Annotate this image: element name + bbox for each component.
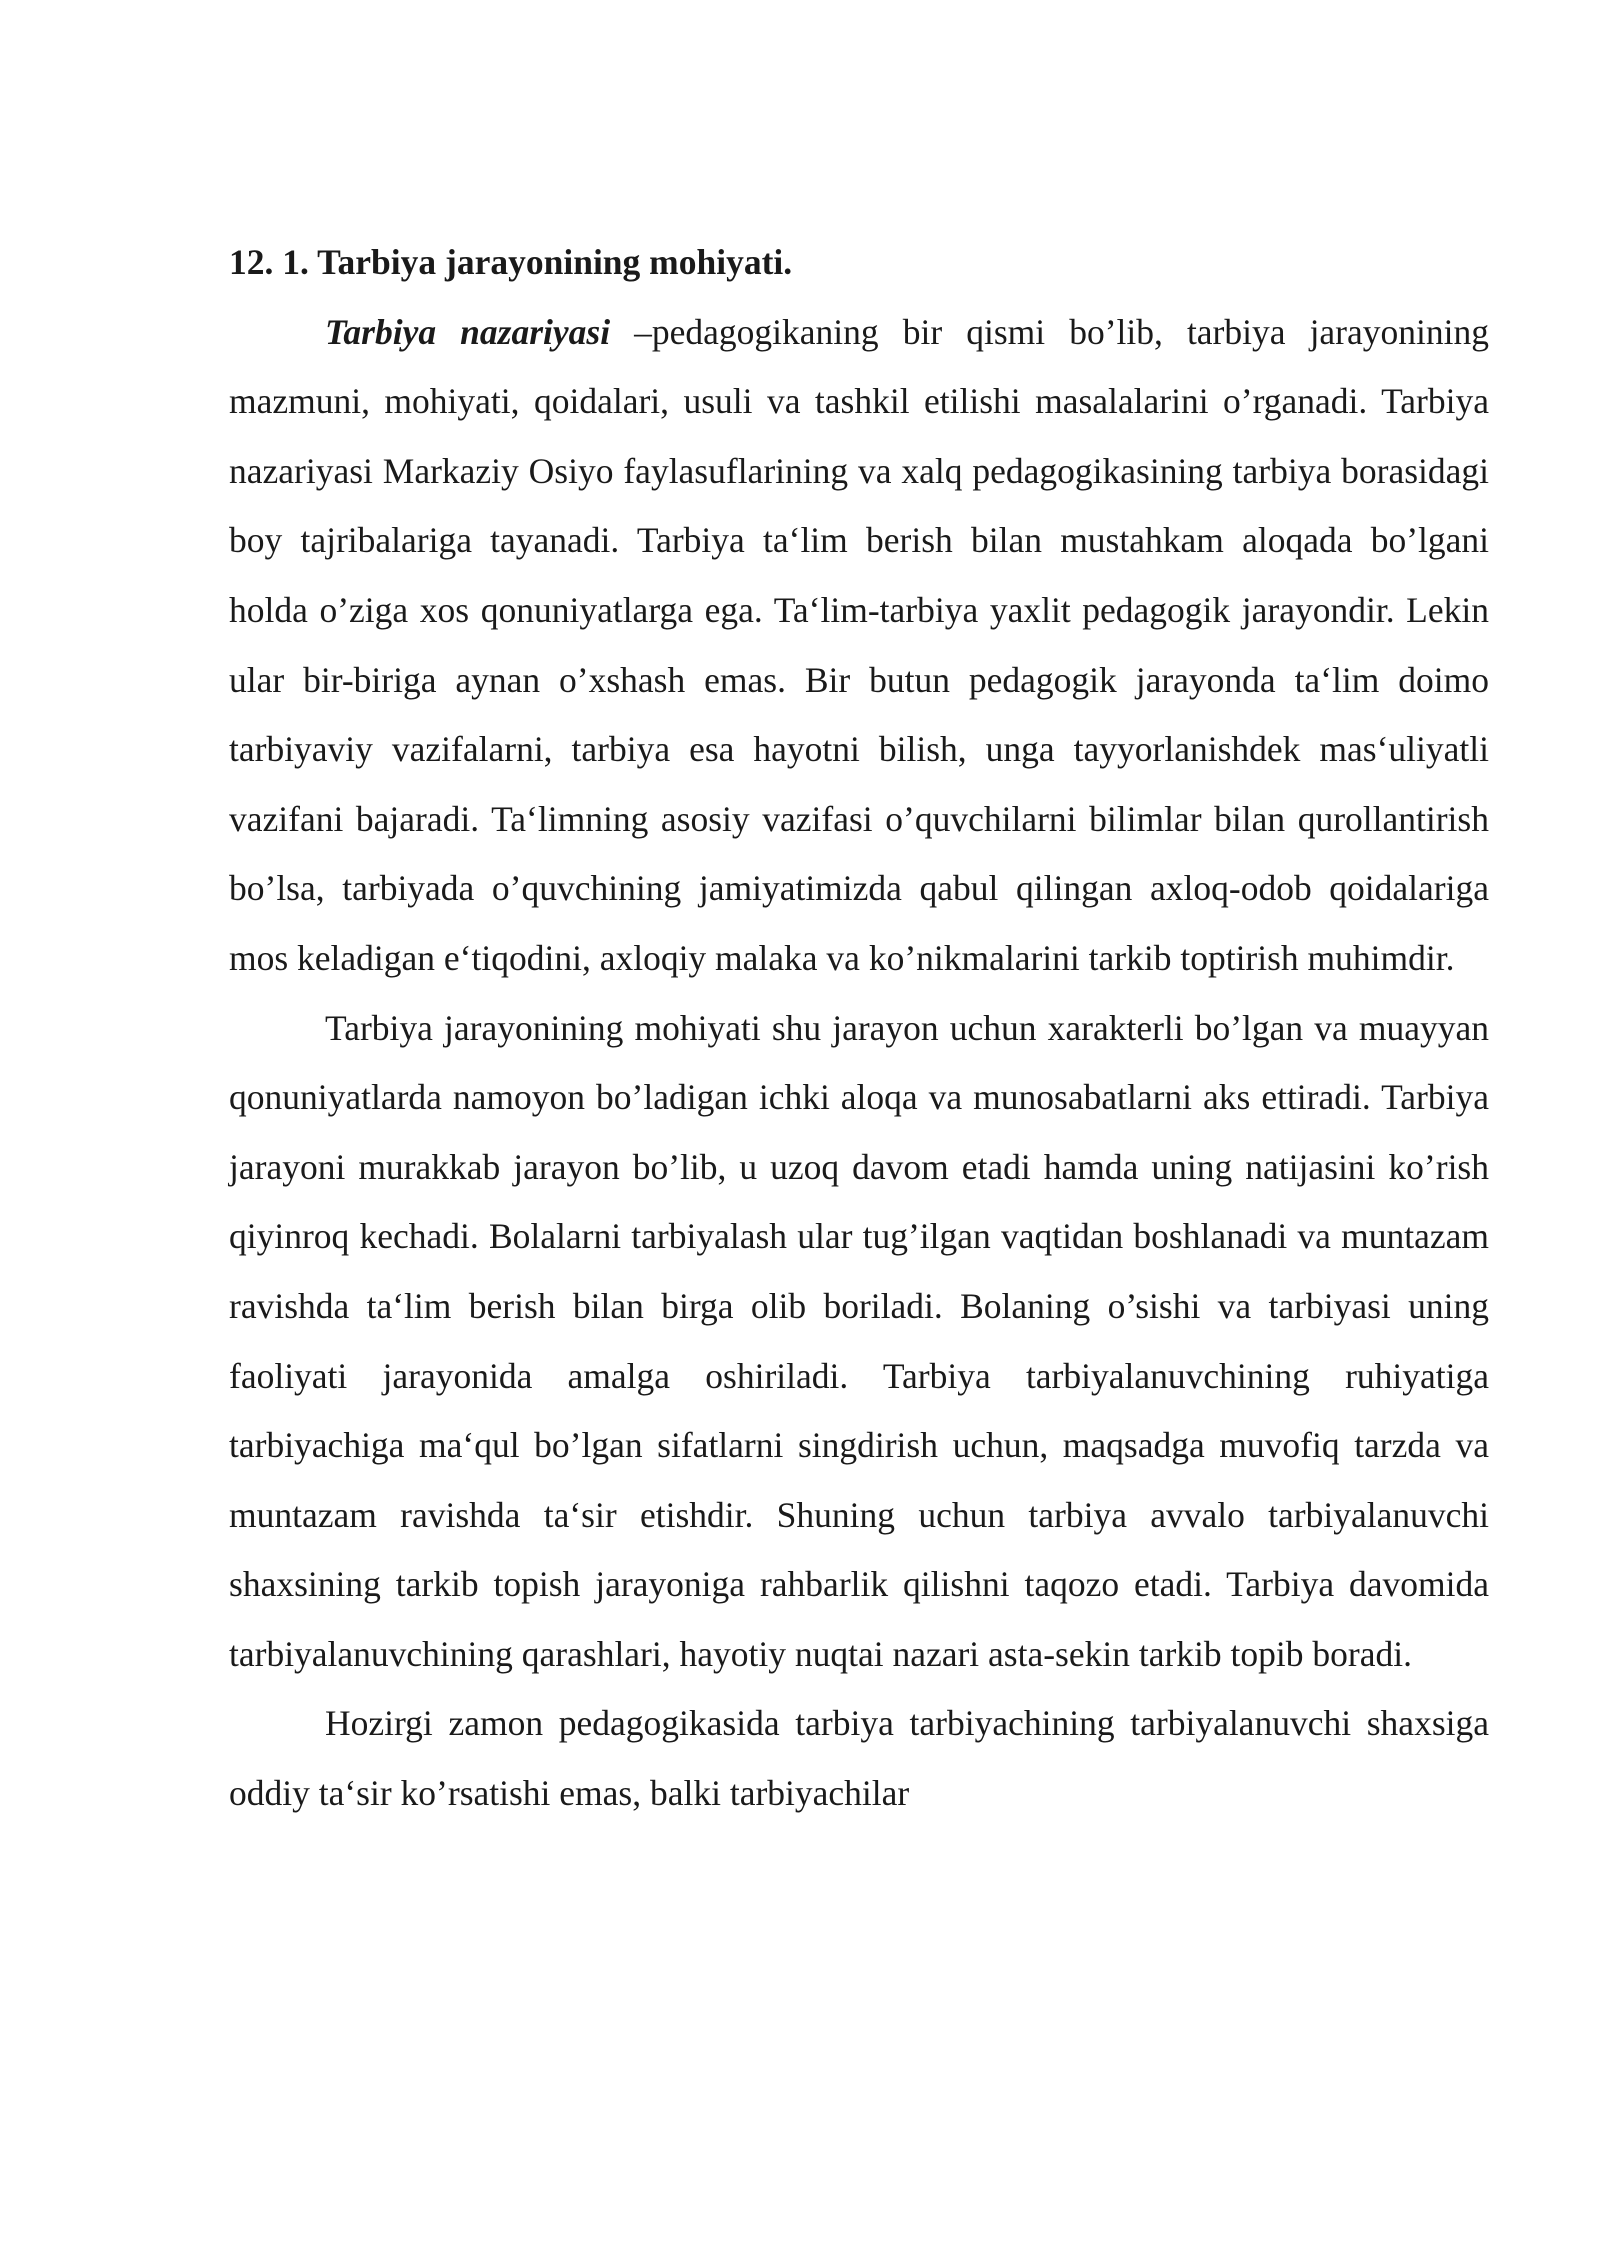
term-tarbiya-nazariyasi: Tarbiya nazariyasi bbox=[325, 311, 611, 352]
page-content bbox=[229, 228, 1489, 1829]
paragraph-1-text: –pedagogikaning bir qismi bo’lib, tarbiya jarayonining mazmuni, mohiyati, qoidalari, usuli va tashkil etilishi masalalarini o’rganadi. Tarbiya nazariyasi Markaziy Osiyo faylasuflarining va xalq pedagogikasining tarbiya borasidagi boy tajribalariga tayanadi. Tarbiya ta‘lim berish bilan mustahkam aloqada bo’lgani holda o’ziga xos qonuniyatlarga ega. Ta‘lim-tarbiya yaxlit pedagogik jarayondir. Lekin ular bir-biriga aynan o’xshash emas. Bir butun pedagogik jarayonda ta‘lim doimo tarbiyaviy vazifalarni, tarbiya esa hayotni bilish, unga tayyorlanishdek mas‘uliyatli vazifani bajaradi. Ta‘limning asosiy vazifasi o’quvchilarni bilimlar bilan qurollantirish bo’lsa, tarbiyada o’quvchining jamiyatimizda qabul qilingan axloq-odob qoidalariga mos keladigan e‘tiqodini, axloqiy malaka va ko’nikmalarini tarkib toptirish muhimdir. bbox=[229, 311, 1489, 978]
paragraph-3: Hozirgi zamon pedagogikasida tarbiya tarbiyachining tarbiyalanuvchi shaxsiga oddiy ta‘sir ko’rsatishi emas, balki tarbiyachilar bbox=[229, 1703, 1489, 1814]
paragraph-1 bbox=[229, 298, 1489, 994]
paragraph-2: Tarbiya jarayonining mohiyati shu jarayon uchun xarakterli bo’lgan va muayyan qonuniyatlarda namoyon bo’ladigan ichki aloqa va munosabatlarni aks ettiradi. Tarbiya jarayoni murakkab jarayon bo’lib, u uzoq davom etadi hamda uning natijasini ko’rish qiyinroq kechadi. Bolalarni tarbiyalash ular tug’ilgan vaqtidan boshlanadi va muntazam ravishda ta‘lim berish bilan birga olib boriladi. Bolaning o’sishi va tarbiyasi uning faoliyati jarayonida amalga oshiriladi. Tarbiya tarbiyalanuvchining ruhiyatiga tarbiyachiga ma‘qul bo’lgan sifatlarni singdirish uchun, maqsadga muvofiq tarzda va muntazam ravishda ta‘sir etishdir. Shuning uchun tarbiya avvalo tarbiyalanuvchi shaxsining tarkib topish jarayoniga rahbarlik qilishni taqozo etadi. Tarbiya davomida tarbiyalanuvchining qarashlari, hayotiy nuqtai nazari asta-sekin tarkib topib boradi. bbox=[229, 1007, 1489, 1674]
section-heading: 12. 1. Tarbiya jarayonining mohiyati. bbox=[229, 242, 793, 282]
